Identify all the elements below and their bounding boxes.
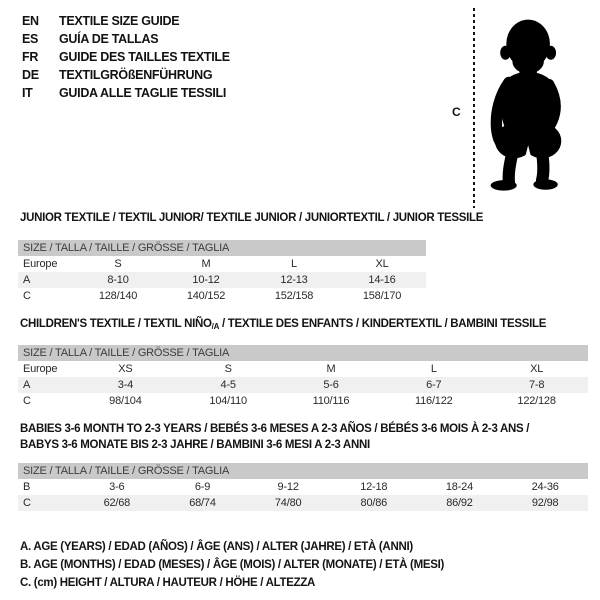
junior-table-title: JUNIOR TEXTILE / TEXTIL JUNIOR/ TEXTILE JUNIOR / JUNIORTEXTIL / JUNIOR TESSILE [20,212,484,224]
size-cell: 8-10 [107,274,129,286]
size-cell: 68/74 [189,497,216,509]
size-cell: XL [530,363,544,375]
table-row [18,479,588,495]
table-row [18,288,426,304]
language-title: GUIDA ALLE TAGLIE TESSILI [59,86,227,100]
table-row [18,272,426,288]
size-cell: 14-16 [368,274,396,286]
language-title-list [22,12,230,102]
children-table [18,345,588,409]
row-label: A [23,379,31,391]
size-cell: 116/122 [415,395,453,407]
table-row [18,256,426,272]
size-cell: 6-7 [426,379,442,391]
language-title: GUIDE DES TAILLES TEXTILE [59,50,230,64]
size-cell: 128/140 [98,290,138,302]
row-label: C [23,497,31,509]
size-cell: 158/170 [362,290,402,302]
language-row [22,66,230,84]
size-cell: 3-4 [117,379,134,391]
children-table-title: CHILDREN'S TEXTILE / TEXTIL $NIÑO_{/A}$ / TEXTILE DES ENFANTS / KINDERTEXTIL / BAMBINI TESSILE [20,318,547,331]
size-cell: 5-6 [323,379,339,391]
legend-line-a: A. AGE (YEARS) / EDAD (AÑOS) / ÂGE (ANS) / ALTER (JAHRE) / ETÀ (ANNI) [20,541,413,553]
babies-title-line1: BABIES 3-6 MONTH TO 2-3 YEARS / BEBÉS 3-6 MESES A 2-3 AÑOS / BÉBÉS 3-6 MOIS À 2-3 ANS / [20,423,530,435]
language-code: IT [22,86,33,100]
size-cell: 104/110 [209,395,247,407]
size-cell: S [224,363,232,375]
size-cell: 12-18 [360,481,388,493]
size-cell: 86/92 [446,497,473,509]
size-cell: 4-5 [220,379,236,391]
junior-table [18,240,426,304]
legend-line-c: C. (cm) HEIGHT / ALTURA / HAUTEUR / HÖHE / ALTEZZA [20,577,316,589]
height-measure-label: C [452,105,461,119]
size-cell: 12-13 [280,274,308,286]
row-label: C [23,395,31,407]
baby-silhouette-icon [481,5,577,212]
size-cell: 122/128 [517,395,556,407]
legend [20,541,444,595]
table-row [18,377,588,393]
table-row [18,495,588,511]
row-label: A [23,274,31,286]
height-dotted-line [473,8,475,208]
size-cell: 10-12 [192,274,220,286]
size-cell: XS [118,363,133,375]
babies-table-title [20,421,529,453]
size-header-bar: SIZE / TALLA / TAILLE / GRÖSSE / TAGLIA [18,345,588,361]
row-label: B [23,481,31,493]
language-code: ES [22,32,39,46]
size-cell: XL [375,258,389,270]
table-row [18,361,588,377]
size-cell: 140/152 [186,290,226,302]
size-cell: M [201,258,211,270]
size-cell: 152/158 [274,290,314,302]
size-cell: 62/68 [103,497,131,509]
row-label: Europe [23,363,58,375]
language-code: EN [22,14,39,28]
size-header-bar: SIZE / TALLA / TAILLE / GRÖSSE / TAGLIA [18,240,426,256]
size-cell: 3-6 [109,481,125,493]
language-title: TEXTILE SIZE GUIDE [59,14,180,28]
row-label: C [23,290,31,302]
size-cell: L [430,363,437,375]
size-cell: 6-9 [194,481,211,493]
size-cell: 7-8 [528,379,545,391]
language-code: DE [22,68,39,82]
size-cell: L [291,258,297,270]
size-cell: 18-24 [445,481,474,493]
table-row [18,393,588,409]
size-cell: S [114,258,122,270]
size-cell: M [326,363,336,375]
size-cell: 80/86 [360,497,388,509]
size-cell: 98/104 [109,395,142,407]
language-row [22,30,230,48]
language-row [22,84,230,102]
row-label: Europe [23,258,58,270]
size-header-bar: SIZE / TALLA / TAILLE / GRÖSSE / TAGLIA [18,463,588,479]
language-title: GUÍA DE TALLAS [59,32,159,46]
legend-line-b: B. AGE (MONTHS) / EDAD (MESES) / ÂGE (MOIS) / ALTER (MONATE) / ETÀ (MESI) [20,559,445,571]
language-code: FR [22,50,39,64]
babies-title-line2: BABYS 3-6 MONATE BIS 2-3 JAHRE / BAMBINI 3-6 MESI A 2-3 ANNI [20,439,370,451]
language-row [22,12,230,30]
babies-table [18,463,588,511]
size-cell: 9-12 [277,481,299,493]
size-cell: 24-36 [531,481,559,493]
language-row [22,48,230,66]
size-cell: 92/98 [531,497,559,509]
size-cell: 110/116 [312,395,350,407]
language-title: TEXTILGRÖßENFÜHRUNG [59,68,213,82]
size-cell: 74/80 [274,497,302,509]
